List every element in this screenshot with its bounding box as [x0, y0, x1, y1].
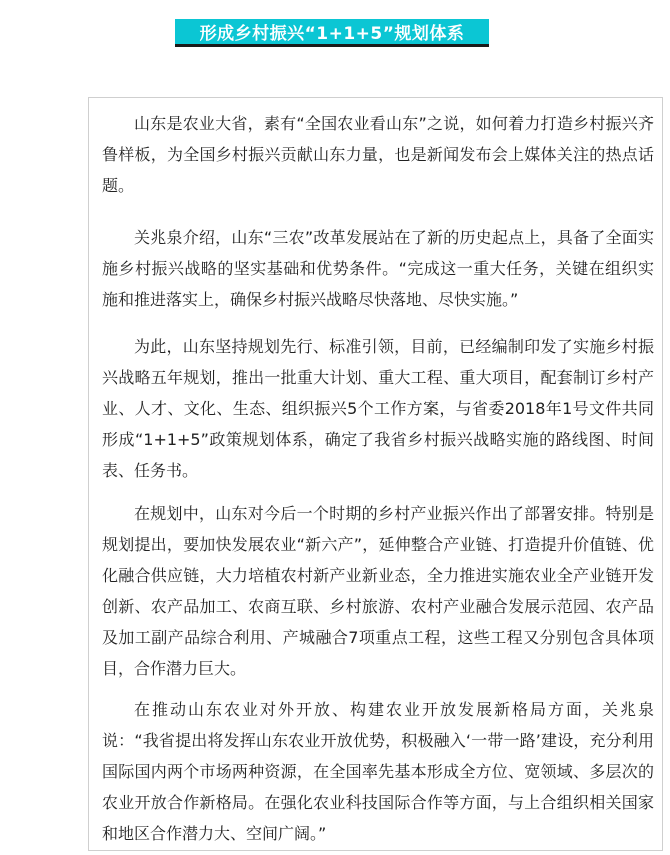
- paragraph-5: 在推动山东农业对外开放、构建农业开放发展新格局方面，关兆泉说：“我省提出将发挥山东农业开放优势，积极融入‘一带一路’建设，充分利用国际国内两个市场两种资源，在全国率先基本形成全方位、宽领域、多层次的农业开放合作新格局。在强化农业科技国际合作等方面，与上合组织相关国家和地区合作潜力大、空间广阔。”: [102, 700, 654, 843]
- paragraph-3: 为此，山东坚持规划先行、标准引领，目前，已经编制印发了实施乡村振兴战略五年规划，推出一批重大计划、重大工程、重大项目，配套制订乡村产业、人才、文化、生态、组织振兴5个工作方案，与省委2018年1号文件共同形成“1+1+5”政策规划体系，确定了我省乡村振兴战略实施的路线图、时间表、任务书。: [102, 337, 654, 480]
- paragraph-1: 山东是农业大省，素有“全国农业看山东”之说，如何着力打造乡村振兴齐鲁样板，为全国乡村振兴贡献山东力量，也是新闻发布会上媒体关注的热点话题。: [102, 114, 654, 195]
- section-title: 形成乡村振兴“1+1+5”规划体系: [199, 24, 465, 44]
- paragraph-2: 关兆泉介绍，山东“三农”改革发展站在了新的历史起点上，具备了全面实施乡村振兴战略的坚实基础和优势条件。“完成这一重大任务，关键在组织实施和推进落实上，确保乡村振兴战略尽快落地、尽快实施。”: [102, 228, 654, 309]
- section-title-banner: [175, 19, 489, 47]
- paragraph-4: 在规划中，山东对今后一个时期的乡村产业振兴作出了部署安排。特别是规划提出，要加快发展农业“新六产”，延伸整合产业链、打造提升价值链、优化融合供应链，大力培植农村新产业新业态，全力推进实施农业全产业链开发创新、农产品加工、农商互联、乡村旅游、农村产业融合发展示范园、农产品及加工副产品综合利用、产城融合7项重点工程，这些工程又分别包含具体项目，合作潜力巨大。: [102, 504, 654, 678]
